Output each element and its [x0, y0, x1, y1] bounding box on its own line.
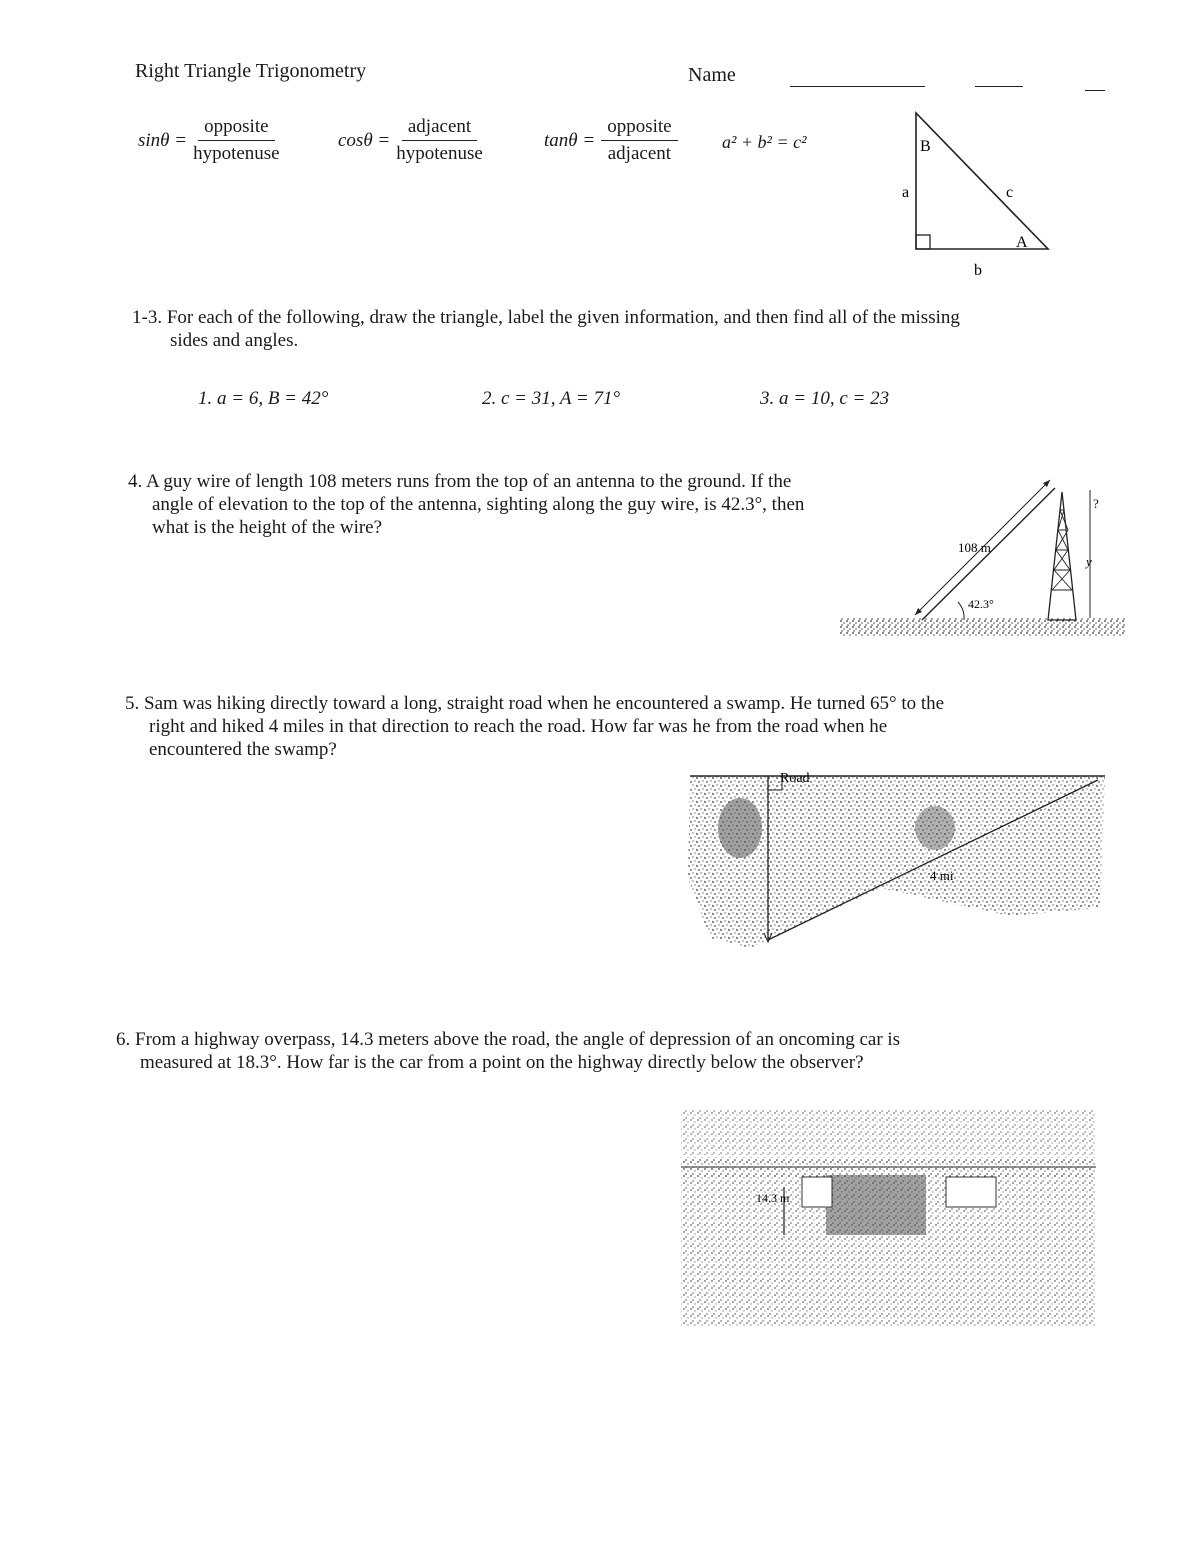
antenna-figure: [840, 470, 1130, 645]
triangle-side-a: a: [902, 184, 910, 201]
worksheet-title: Right Triangle Trigonometry: [135, 60, 367, 82]
antenna-length-label: 108 m: [958, 540, 991, 555]
antenna-height-label: y: [1086, 554, 1092, 569]
problem-2: 2. c = 31, A = 71°: [482, 388, 621, 409]
problem-3: 3. a = 10, c = 23: [760, 388, 890, 409]
sine-formula: sinθ = $\frac{\text{opposite}}{\text{hypotenuse}}$: [138, 116, 280, 164]
swamp-figure: [680, 768, 1110, 958]
name-line-1: [790, 86, 925, 87]
swamp-distance-label: 4 mi: [930, 868, 954, 883]
problem-4-text: 4. A guy wire of length 108 meters runs from the top of an antenna to the ground. If the angle of elevation to the top of the antenna, sighting along the guy wire, is 42.3°, then what is the height of the wire?: [128, 471, 805, 538]
overpass-height-label: 14.3 m: [756, 1191, 790, 1205]
antenna-unknown-label: ?: [1093, 496, 1099, 511]
reference-triangle: [890, 105, 1070, 285]
triangle-angle-b: B: [920, 138, 931, 155]
pythagorean-formula: a² + b² = c²: [722, 132, 807, 152]
problems-1-3-instructions: 1-3. For each of the following, draw the triangle, label the given information, and then find all of the missing sides and angles.: [132, 307, 960, 351]
tangent-formula: tanθ = $\frac{\text{opposite}}{\text{adjacent}}$: [544, 116, 678, 165]
cosine-formula: cosθ = $\frac{\text{adjacent}}{\text{hypotenuse}}$: [338, 116, 483, 164]
triangle-side-c: c: [1006, 184, 1014, 201]
name-label: Name: [688, 64, 736, 86]
swamp-road-label: Road: [780, 770, 810, 786]
triangle-side-b: b: [974, 262, 982, 279]
antenna-angle-label: 42.3°: [968, 597, 994, 611]
triangle-angle-a: A: [1016, 234, 1028, 251]
problem-5-text: 5. Sam was hiking directly toward a long, straight road when he encountered a swamp. He turned 65° to the right and hiked 4 miles in that direction to reach the road. How far was he from the road when he encountered the swamp?: [125, 693, 945, 760]
name-line-3: [1085, 90, 1105, 91]
name-line-2: [975, 86, 1023, 87]
problem-1: 1. a = 6, B = 42°: [198, 388, 329, 409]
problem-6-text: 6. From a highway overpass, 14.3 meters above the road, the angle of depression of an oncoming car is measured at 18.3°. How far is the car from a point on the highway directly below the observer?: [116, 1029, 901, 1073]
overpass-figure: [676, 1105, 1100, 1335]
